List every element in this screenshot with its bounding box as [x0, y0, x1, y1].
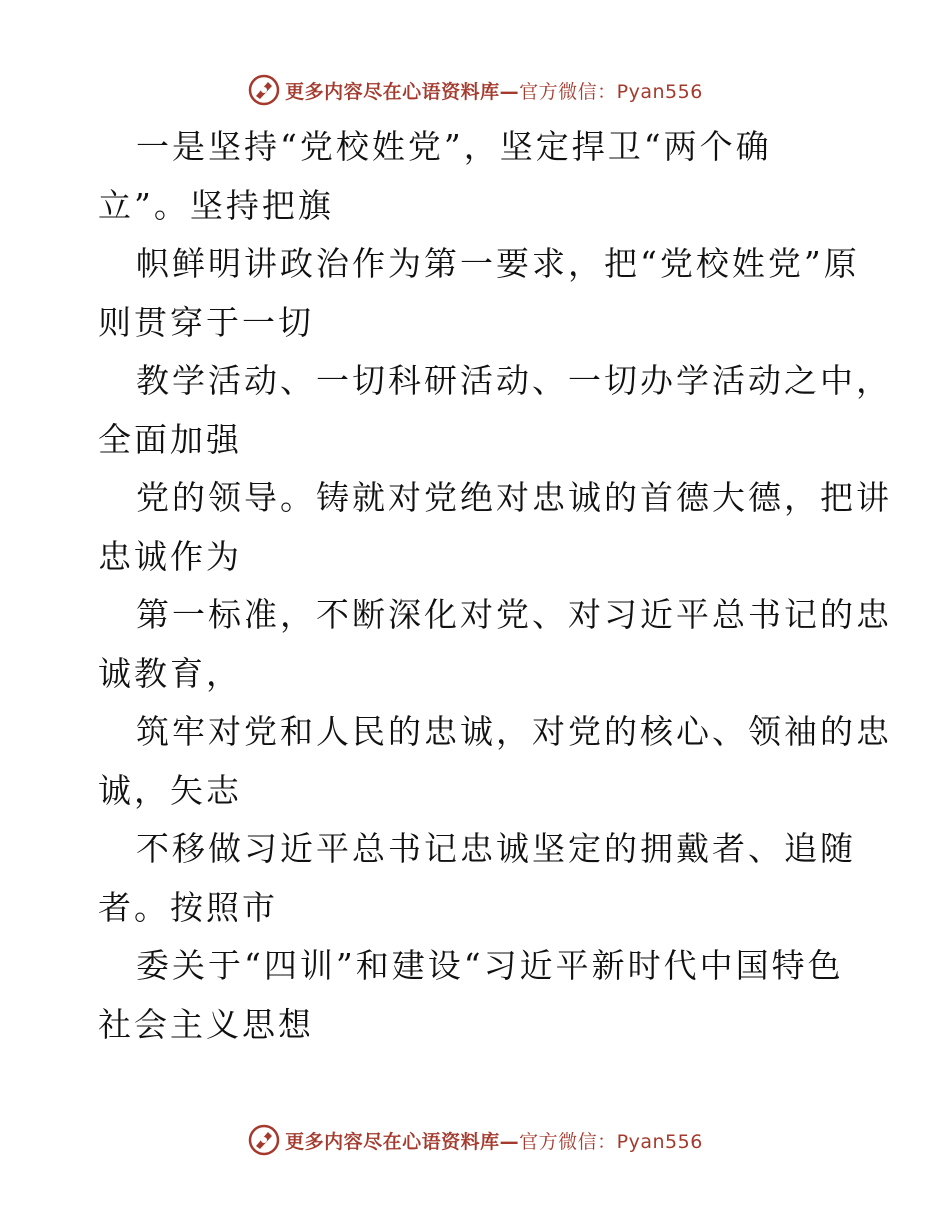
document-body [98, 118, 892, 1054]
brand-logo-icon [247, 1123, 281, 1157]
text-line-15: 委关于“四训”和建设“习近平新时代中国特色 [136, 946, 844, 985]
text-line-14: 者。按照市 [98, 887, 278, 927]
footer-banner-text: 更多内容尽在心语资料库— [285, 1130, 520, 1153]
text-line-3: 帜鲜明讲政治作为第一要求，把“党校姓党”原 [136, 244, 860, 283]
text-line-11: 筑牢对党和人民的忠诚，对党的核心、领袖的忠 [136, 712, 892, 751]
text-line-6: 全面加强 [98, 419, 242, 459]
text-line-13: 不移做习近平总书记忠诚坚定的拥戴者、追随 [136, 829, 856, 868]
footer-banner [0, 1120, 950, 1160]
text-line-10: 诚教育， [98, 653, 242, 693]
text-line-2: 立”。坚持把旗 [98, 185, 334, 225]
text-line-4: 则贯穿于一切 [98, 302, 314, 342]
brand-logo-icon [247, 73, 281, 107]
text-line-8: 忠诚作为 [98, 536, 242, 576]
text-line-12: 诚，矢志 [98, 770, 242, 810]
text-line-5: 教学活动、一切科研活动、一切办学活动之中， [136, 361, 892, 400]
header-banner-wechat: 官方微信：Pyan556 [519, 80, 703, 103]
text-line-16: 社会主义思想 [98, 1004, 314, 1044]
footer-banner-wechat: 官方微信：Pyan556 [519, 1130, 703, 1153]
text-line-7: 党的领导。铸就对党绝对忠诚的首德大德，把讲 [136, 478, 892, 517]
header-banner-label [285, 77, 703, 104]
header-banner-text: 更多内容尽在心语资料库— [285, 80, 520, 103]
header-banner [0, 70, 950, 110]
footer-banner-label [285, 1127, 703, 1154]
text-line-1: 一是坚持“党校姓党”，坚定捍卫“两个确 [136, 127, 772, 166]
text-line-9: 第一标准，不断深化对党、对习近平总书记的忠 [136, 595, 892, 634]
